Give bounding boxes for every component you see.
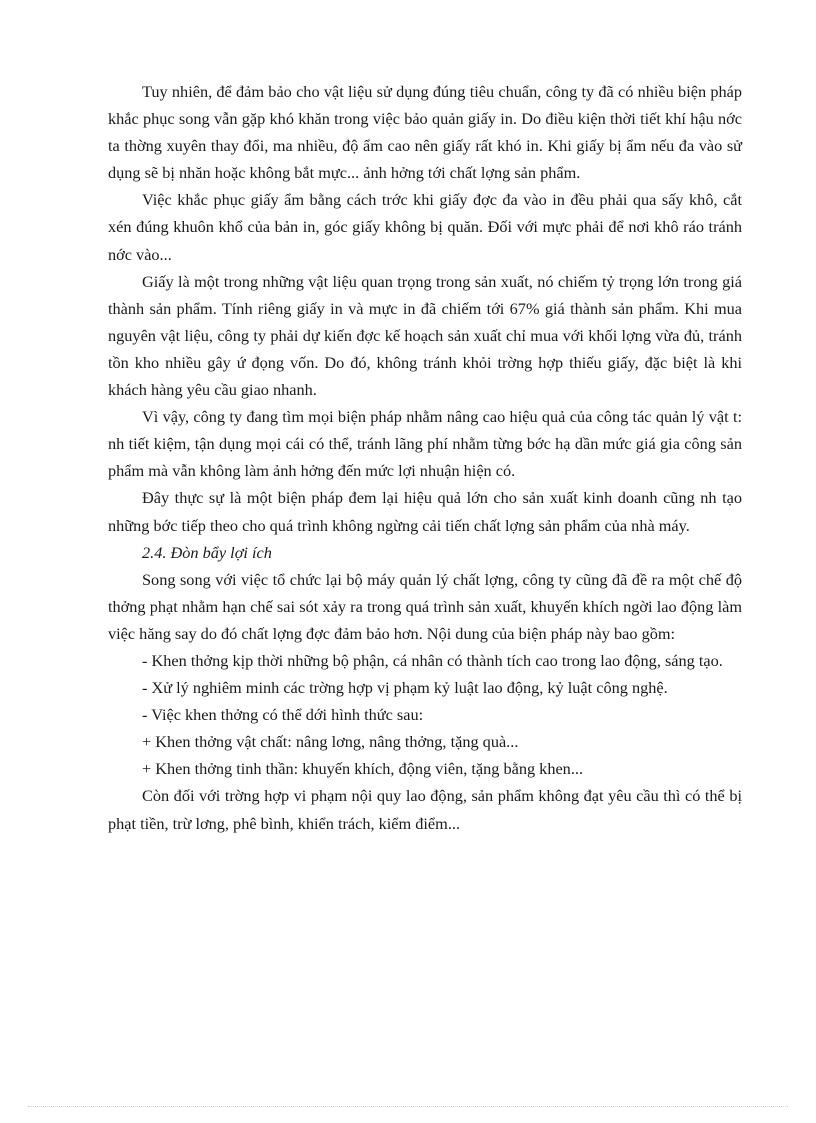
list-item-material-reward: + Khen thởng vật chất: nâng lơng, nâng thởng, tặng quà... [142,732,519,752]
list-item-reward-forms: - Việc khen thởng có thể dới hình thức sau: [142,705,424,725]
page-bottom-rule [28,1106,788,1107]
list-item-penalties: Còn đối với trờng hợp vi phạm nội quy lao động, sản phẩm không đạt yêu cầu thì có thể bị phạt tiền, trừ lơng, phê bình, khiển trách, kiểm điểm... [108,786,742,833]
paragraph-storage-difficulty: Tuy nhiên, để đảm bảo cho vật liệu sử dụng đúng tiêu chuẩn, công ty đã có nhiều biện pháp khắc phục song vẫn gặp khó khăn trong việc bảo quản giấy in. Do điều kiện thời tiết khí hậu nớc ta thờng xuyên thay đổi, ma nhiều, độ ẩm cao nên giấy rất khó in. Khi giấy bị ẩm nếu đa vào sử dụng sẽ bị nhăn hoặc không bắt mực... ảnh hởng tới chất lợng sản phẩm. [108,82,742,183]
paragraph-paper-drying: Việc khắc phục giấy ẩm bằng cách trớc khi giấy đợc đa vào in đều phải qua sấy khô, cắt xén đúng khuôn khổ của bản in, góc giấy không bị quăn. Đối với mực phải để nơi khô ráo tránh nớc vào... [108,190,742,264]
list-item-reward-timely: - Khen thởng kịp thời những bộ phận, cá nhân có thành tích cao trong lao động, sáng tạo. [142,650,723,670]
section-heading: 2.4. Đòn bẩy lợi ích [142,542,272,562]
list-item-spiritual-reward: + Khen thởng tinh thần: khuyến khích, động viên, tặng bằng khen... [142,759,584,779]
list-item-discipline: - Xử lý nghiêm minh các trờng hợp vị phạm kỷ luật lao động, kỷ luật công nghệ. [142,678,668,698]
section-intro: Song song với việc tổ chức lại bộ máy quản lý chất lợng, công ty cũng đã đề ra một chế độ thởng phạt nhằm hạn chế sai sót xảy ra trong quá trình sản xuất, khuyến khích ngời lao động làm việc hăng say do đó chất lợng đợc đảm bảo hơn. Nội dung của biện pháp này bao gồm: [108,569,742,643]
paragraph-efficiency: Đây thực sự là một biện pháp đem lại hiệu quả lớn cho sản xuất kinh doanh cũng nh tạo những bớc tiếp theo cho quá trình không ngừng cải tiến chất lợng sản phẩm của nhà máy. [108,488,742,535]
paragraph-cost-saving: Vì vậy, công ty đang tìm mọi biện pháp nhằm nâng cao hiệu quả của công tác quản lý vật t: nh tiết kiệm, tận dụng mọi cái có thể, tránh lãng phí nhằm từng bớc hạ dần mức giá gia công sản phẩm mà vẫn không làm ảnh hởng đến mức lợi nhuận hiện có. [108,407,742,481]
document-page [108,78,742,837]
paragraph-paper-importance: Giấy là một trong những vật liệu quan trọng trong sản xuất, nó chiếm tỷ trọng lớn trong giá thành sản phẩm. Tính riêng giấy in và mực in đã chiếm tới 67% giá thành sản phẩm. Khi mua nguyên vật liệu, công ty phải dự kiến đợc kế hoạch sản xuất chỉ mua với khối lợng vừa đủ, tránh tồn kho nhiều gây ứ đọng vốn. Do đó, không tránh khỏi trờng hợp thiếu giấy, đặc biệt là khi khách hàng yêu cầu giao nhanh. [108,271,742,400]
